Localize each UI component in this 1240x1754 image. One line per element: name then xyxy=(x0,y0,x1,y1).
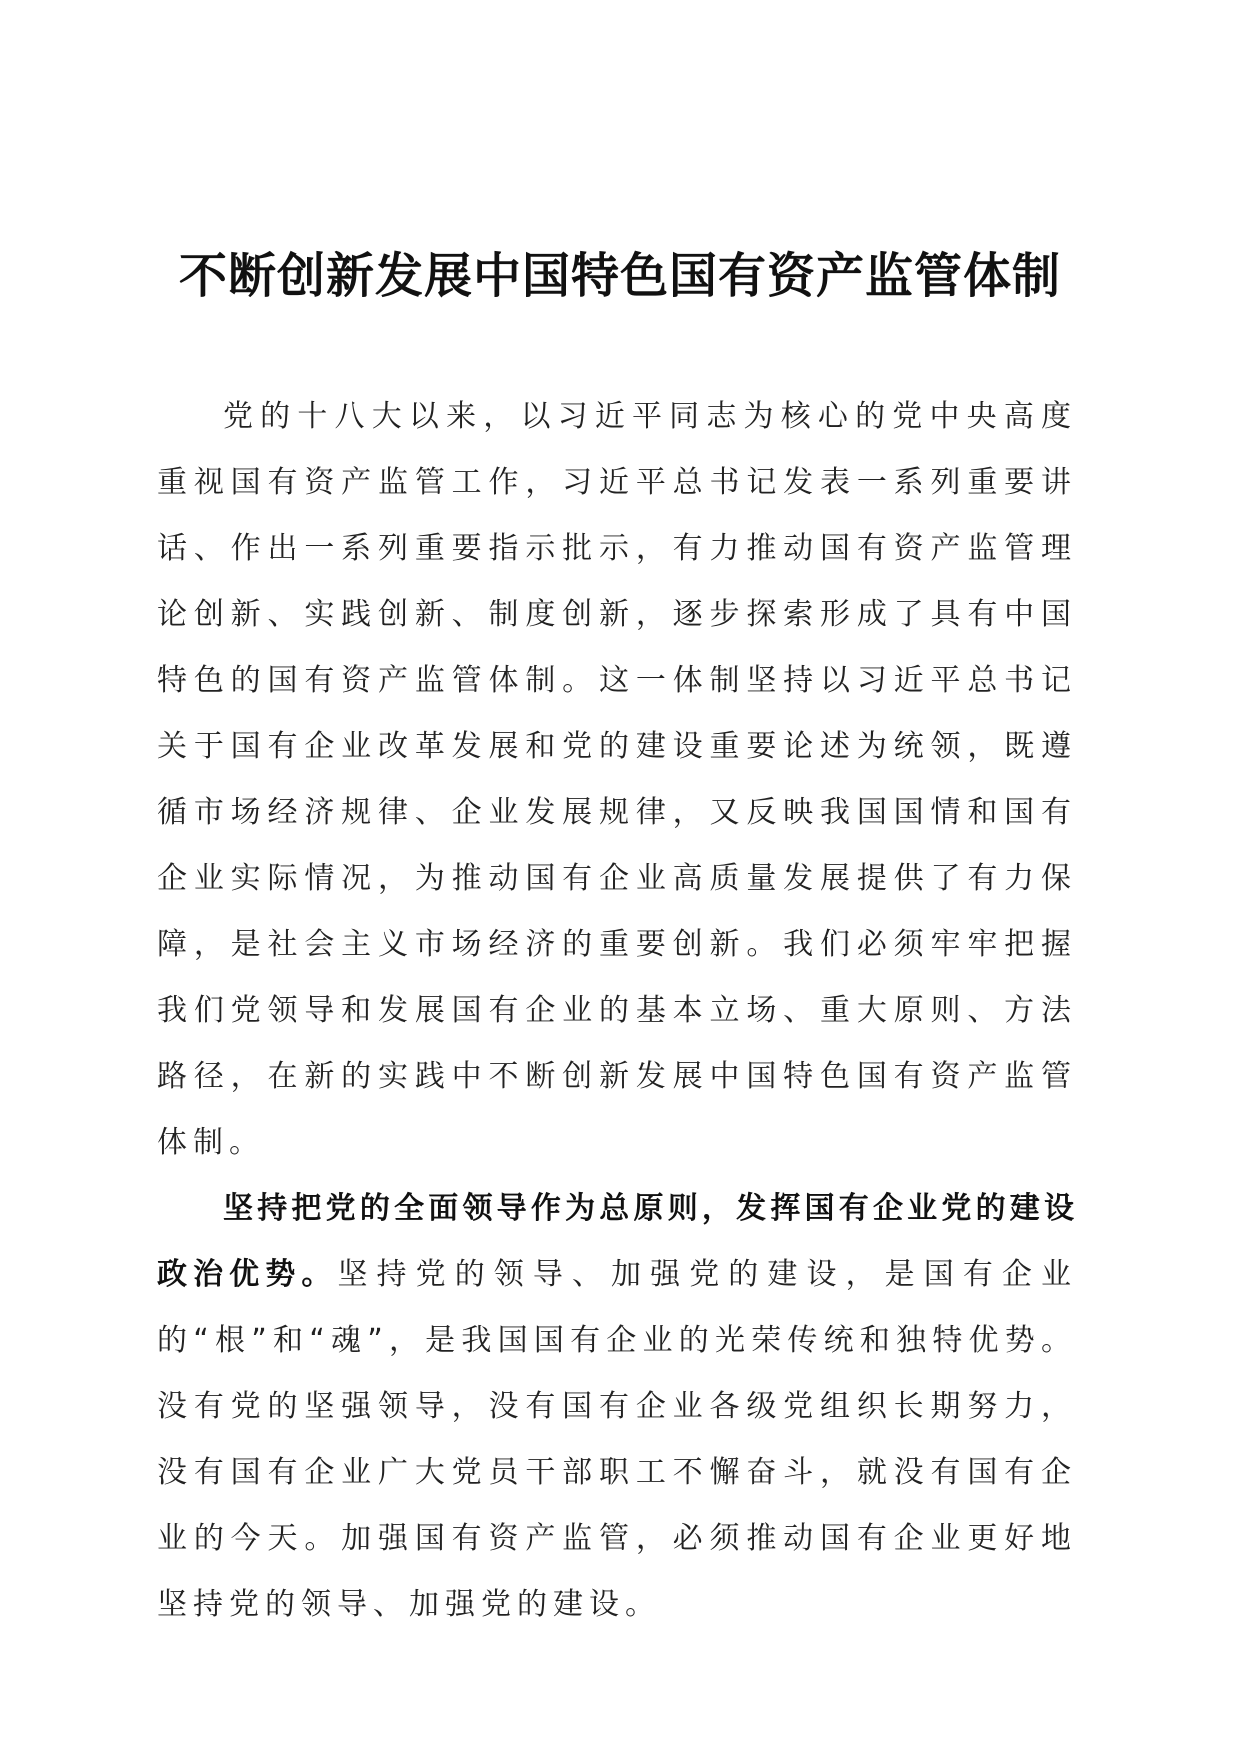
document-body xyxy=(157,384,1077,1638)
document-title: 不断创新发展中国特色国有资产监管体制 xyxy=(178,248,1061,304)
paragraph-1 xyxy=(157,384,1077,1176)
paragraph-2 xyxy=(157,1176,1077,1638)
paragraph-text: 党的十八大以来，以习近平同志为核心的党中央高度重视国有资产监管工作，习近平总书记发表一系列重要讲话、作出一系列重要指示批示，有力推动国有资产监管理论创新、实践创新、制度创新，逐步探索形成了具有中国特色的国有资产监管体制。这一体制坚持以习近平总书记关于国有企业改革发展和党的建设重要论述为统领，既遵循市场经济规律、企业发展规律，又反映我国国情和国有企业实际情况，为推动国有企业高质量发展提供了有力保障，是社会主义市场经济的重要创新。我们必须牢牢把握我们党领导和发展国有企业的基本立场、重大原则、方法路径，在新的实践中不断创新发展中国特色国有资产监管体制。 xyxy=(157,399,1077,1160)
paragraph-lead: 坚持把党的全面领导作为总原则，发挥国有企业党的建设政治优势。 xyxy=(157,1191,1077,1292)
paragraph-text: 坚持党的领导、加强党的建设，是国有企业的“根”和“魂”，是我国国有企业的光荣传统和独特优势。没有党的坚强领导，没有国有企业各级党组织长期努力，没有国有企业广大党员干部职工不懈奋斗，就没有国有企业的今天。加强国有资产监管，必须推动国有企业更好地坚持党的领导、加强党的建设。 xyxy=(157,1257,1078,1622)
